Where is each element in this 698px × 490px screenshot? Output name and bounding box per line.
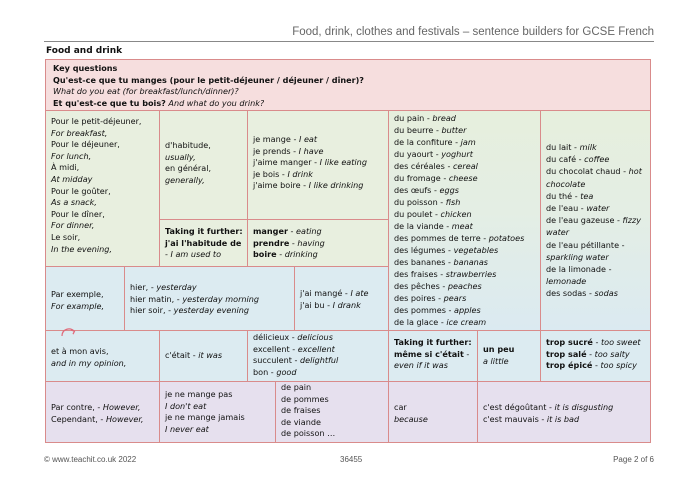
too_much-en: too sweet	[600, 337, 641, 347]
foods-fr: du poulet	[394, 209, 433, 219]
neg_verbs-en: I never eat	[165, 423, 209, 434]
past_times-fr: hier,	[130, 282, 149, 292]
it-was-en: it was	[198, 350, 223, 360]
drinks-fr: des sodas	[546, 288, 587, 299]
frequency-list	[165, 140, 242, 186]
past-verbs-list: j'ai mangé - I ate j'ai bu - I drank	[300, 288, 369, 310]
foods-en: yoghurt	[441, 149, 473, 159]
adjectives-fr: délicieux	[253, 332, 290, 342]
however-en: However,	[105, 413, 144, 424]
disgust-en: it is bad	[546, 413, 580, 424]
times-en: At midday	[51, 173, 93, 184]
drinks-fr: de l'eau	[546, 203, 579, 214]
neg_verbs-fr: je ne mange pas	[165, 389, 233, 399]
foods-en: jam	[460, 137, 476, 147]
footer-page-number: Page 2 of 6	[613, 455, 654, 464]
infinitives-fr: boire	[253, 249, 277, 260]
negative-verbs-cell	[159, 381, 276, 443]
infinitives-en: eating	[296, 226, 322, 236]
too-much-list: trop sucré - too sweet trop salé - too salty trop épicé - too spicy	[546, 337, 641, 371]
foods-en: chicken	[440, 209, 472, 219]
because-fr: car	[394, 402, 407, 412]
foods-en: apples	[454, 305, 481, 315]
however-en: However,	[102, 402, 141, 412]
drinks-fr: de l'eau gazeuse	[546, 215, 615, 226]
past_times-en: yesterday	[156, 282, 197, 292]
negative-verbs-list	[165, 389, 270, 435]
further-even-if-label: Taking it further:	[394, 337, 472, 347]
verbs-fr: je prends	[253, 145, 291, 156]
adjectives-fr: succulent	[253, 355, 292, 366]
past-times-cell	[124, 266, 295, 331]
foods-en: fish	[445, 197, 461, 207]
times-fr: À midi,	[51, 162, 80, 173]
verbs-en: I have	[298, 145, 324, 156]
question-drink-fr: Et qu'est-ce que tu bois?	[53, 97, 166, 108]
past_times-fr: hier soir,	[130, 305, 166, 316]
because-en: because	[394, 413, 428, 424]
example-cell	[45, 266, 125, 331]
verbs-en: I like eating	[319, 157, 367, 168]
header-rule	[44, 41, 654, 42]
times-fr: Pour le dîner,	[51, 208, 105, 219]
past_times-fr: hier matin,	[130, 293, 175, 304]
drinks-en: tea	[580, 190, 594, 201]
foods-fr: de la confiture	[394, 137, 453, 147]
foods-en: cereal	[452, 161, 478, 171]
times-fr: Pour le petit-déjeuner,	[51, 116, 142, 126]
further-even-if-cell: Taking it further: même si c'était - even if it was	[388, 330, 478, 382]
foods-en: ice cream	[446, 317, 487, 327]
adjectives-en: delicious	[297, 332, 333, 342]
drinks-fr: du thé	[546, 190, 573, 201]
adjectives-fr: bon	[253, 366, 269, 377]
question-eat-fr: Qu'est-ce que tu manges (pour le petit-déjeuner / déjeuner / dîner)?	[53, 74, 365, 85]
foods-en: strawberries	[445, 269, 497, 279]
past_verbs-fr: j'ai mangé	[300, 288, 343, 298]
foods-fr: des pommes	[394, 305, 446, 315]
adjectives-cell	[247, 330, 389, 382]
times-fr: Pour le déjeuner,	[51, 139, 120, 150]
sentence-builder-table	[45, 59, 651, 443]
drinks-list: du lait - milk du café - coffee du chocolat chaud - hot chocolate du thé - tea de l'eau - water de l'eau gazeuse - fizzy water de l'eau pétillante - sparkling water de la limonade - lemonade des sodas - sodas	[546, 142, 642, 299]
foods-list: du pain - bread du beurre - butter de la confiture - jam du yaourt - yoghurt des céréales - cereal du fromage - cheese des œufs - eggs du poisson - fish du poulet - chicken de la viande - meat des pommes de terre - potatoes des légumes - vegetables des bananes - bananas des fraises - strawberries des pêches - peaches des poires - pears des pommes - apples de la glace - ice cream	[394, 113, 525, 327]
infinitives-fr: prendre	[253, 237, 290, 248]
foods-en: butter	[441, 125, 467, 135]
foods-en: potatoes	[488, 233, 525, 243]
foods-fr: des œufs	[394, 185, 432, 195]
drinks-fr: de l'eau pétillante	[546, 239, 620, 250]
question-eat-en: What do you eat (for breakfast/lunch/dinner)?	[53, 86, 239, 97]
further-habit-fr: j'ai l'habitude de	[165, 237, 242, 248]
foods-fr: de la glace	[394, 317, 439, 327]
past_times-en: yesterday evening	[173, 305, 249, 316]
past_times-en: yesterday morning	[182, 293, 260, 304]
example-en: For example,	[51, 300, 105, 311]
verbs-en: I like drinking	[308, 180, 364, 191]
foods-fr: du fromage	[394, 173, 441, 183]
drinks-en: water	[586, 203, 610, 214]
verbs-fr: je mange	[253, 134, 291, 144]
foods-en: pears	[443, 293, 467, 303]
infinitives-fr: manger	[253, 226, 288, 236]
further-habit-label: Taking it further:	[165, 226, 243, 236]
opinion-intro-en: and in my opinion,	[51, 357, 127, 368]
verbs-fr: je bois	[253, 168, 280, 179]
further-habit-cell: Taking it further: j'ai l'habitude de - I am used to	[159, 219, 248, 267]
foods-fr: des céréales	[394, 161, 445, 171]
foods-fr: des bananes	[394, 257, 446, 267]
past_verbs-en: I ate	[350, 288, 369, 298]
infinitives-cell	[247, 219, 389, 267]
adjectives-fr: excellent	[253, 343, 290, 354]
curved-arrow-icon	[60, 326, 76, 340]
it-was-fr: c'était	[165, 350, 191, 360]
however-fr: Par contre,	[51, 402, 95, 412]
foods-en: eggs	[439, 185, 459, 195]
foods-en: peaches	[447, 281, 482, 291]
times-en: As a snack,	[51, 197, 97, 208]
it-was-cell: c'était - it was	[159, 330, 248, 382]
foods-en: bread	[432, 113, 456, 123]
foods-fr: des pêches	[394, 281, 440, 291]
foods-fr: de la viande	[394, 221, 444, 231]
foods-en: cheese	[448, 173, 478, 183]
de-foods-cell	[275, 381, 389, 443]
however-list: Par contre, - However, Cependant, - However,	[51, 402, 144, 424]
foods-cell	[388, 110, 541, 331]
infinitives-en: drinking	[284, 249, 318, 260]
foods-fr: des pommes de terre	[394, 233, 481, 243]
times-fr: Le soir,	[51, 231, 81, 242]
times-en: In the evening,	[51, 243, 112, 254]
adjectives-en: excellent	[297, 343, 335, 354]
key-questions-heading: Key questions	[53, 63, 118, 73]
frequency-en: generally,	[165, 174, 205, 185]
drinks-en: coffee	[584, 154, 610, 165]
foods-fr: du yaourt	[394, 149, 434, 159]
disgust-list: c'est dégoûtant - it is disgusting c'est mauvais - it is bad	[483, 402, 614, 424]
question-drink-en: And what do you drink?	[168, 97, 265, 108]
because-cell	[388, 381, 478, 443]
further-even-if-en: even if it was	[394, 360, 448, 371]
times-fr: Pour le goûter,	[51, 185, 111, 196]
drinks-en: hot chocolate	[546, 166, 642, 189]
section-title: Food and drink	[46, 46, 123, 56]
drinks-cell	[540, 110, 651, 331]
further-habit-en: I am used to	[170, 249, 222, 260]
past_verbs-en: I drank	[332, 299, 361, 310]
frequency-fr: en général,	[165, 163, 212, 174]
foods-fr: du pain	[394, 113, 425, 123]
frequency-fr: d'habitude,	[165, 140, 211, 150]
foods-fr: des légumes	[394, 245, 446, 255]
too-much-cell	[540, 330, 651, 382]
drinks-fr: du lait	[546, 142, 572, 152]
infinitives-en: having	[297, 237, 325, 248]
infinitives-list: manger - eating prendre - having boire - drinking	[253, 226, 325, 260]
a-little-en: a little	[483, 355, 509, 366]
times-en: For breakfast,	[51, 127, 108, 138]
past-times-list: hier, - yesterday hier matin, - yesterday morning hier soir, - yesterday evening	[130, 282, 260, 316]
adjectives-en: delightful	[300, 355, 339, 366]
de-food-item: de viande	[281, 416, 321, 427]
a-little-fr: un peu	[483, 344, 515, 354]
disgust-cell	[477, 381, 651, 443]
de-food-item: de pain	[281, 382, 312, 392]
times-cell	[45, 110, 160, 267]
foods-en: meat	[451, 221, 473, 231]
de-food-item: de fraises	[281, 405, 321, 416]
further-even-if-fr: même si c'était	[394, 348, 464, 359]
too_much-fr: trop salé	[546, 348, 587, 359]
example-fr: Par exemple,	[51, 289, 104, 299]
de-foods-list	[281, 382, 383, 440]
foods-fr: du poisson	[394, 197, 438, 207]
de-food-item: de poisson …	[281, 428, 336, 439]
disgust-fr: c'est dégoûtant	[483, 402, 547, 412]
verbs-en: I drink	[287, 168, 313, 179]
neg_verbs-en: I don't eat	[165, 400, 207, 411]
verbs-en: I eat	[298, 134, 318, 144]
frequency-en: usually,	[165, 151, 196, 162]
verbs-list: je mange - I eat je prends - I have j'aime manger - I like eating je bois - I drink j'aime boire - I like drinking	[253, 134, 367, 191]
too_much-fr: trop sucré	[546, 337, 593, 347]
adjectives-list: délicieux - delicious excellent - excellent succulent - delightful bon - good	[253, 332, 339, 377]
drinks-fr: du chocolat chaud	[546, 166, 621, 177]
drinks-fr: de la limonade	[546, 264, 607, 275]
de-food-item: de pommes	[281, 393, 329, 404]
drinks-en: milk	[579, 142, 597, 152]
disgust-en: it is disgusting	[554, 402, 614, 412]
however-cell	[45, 381, 160, 443]
past_verbs-fr: j'ai bu	[300, 299, 325, 310]
too_much-en: too spicy	[600, 360, 637, 371]
past-verbs-cell	[294, 266, 389, 331]
drinks-en: lemonade	[546, 276, 587, 287]
neg_verbs-fr: je ne mange jamais	[165, 412, 245, 423]
times-list	[51, 116, 154, 255]
page-header-title: Food, drink, clothes and festivals – sentence builders for GCSE French	[292, 26, 654, 38]
too_much-fr: trop épicé	[546, 360, 593, 371]
drinks-en: sodas	[594, 288, 618, 299]
drinks-en: fizzy water	[546, 215, 642, 238]
footer-copyright: © www.teachit.co.uk 2022	[44, 455, 137, 464]
verbs-cell	[247, 110, 389, 220]
foods-fr: des fraises	[394, 269, 438, 279]
a-little-cell	[477, 330, 541, 382]
too_much-en: too salty	[594, 348, 630, 359]
disgust-fr: c'est mauvais	[483, 413, 539, 424]
times-en: For lunch,	[51, 150, 92, 161]
times-en: For dinner,	[51, 220, 95, 231]
opinion-intro-fr: et à mon avis,	[51, 346, 109, 356]
foods-en: bananas	[453, 257, 488, 267]
adjectives-en: good	[276, 366, 297, 377]
foods-en: vegetables	[453, 245, 499, 255]
key-questions-cell	[45, 59, 651, 111]
footer-resource-id: 36455	[340, 455, 363, 464]
verbs-fr: j'aime manger	[253, 157, 312, 168]
drinks-fr: du café	[546, 154, 577, 165]
foods-fr: des poires	[394, 293, 436, 303]
drinks-en: sparkling water	[546, 251, 609, 262]
foods-fr: du beurre	[394, 125, 434, 135]
however-fr: Cependant,	[51, 413, 98, 424]
verbs-fr: j'aime boire	[253, 180, 301, 191]
